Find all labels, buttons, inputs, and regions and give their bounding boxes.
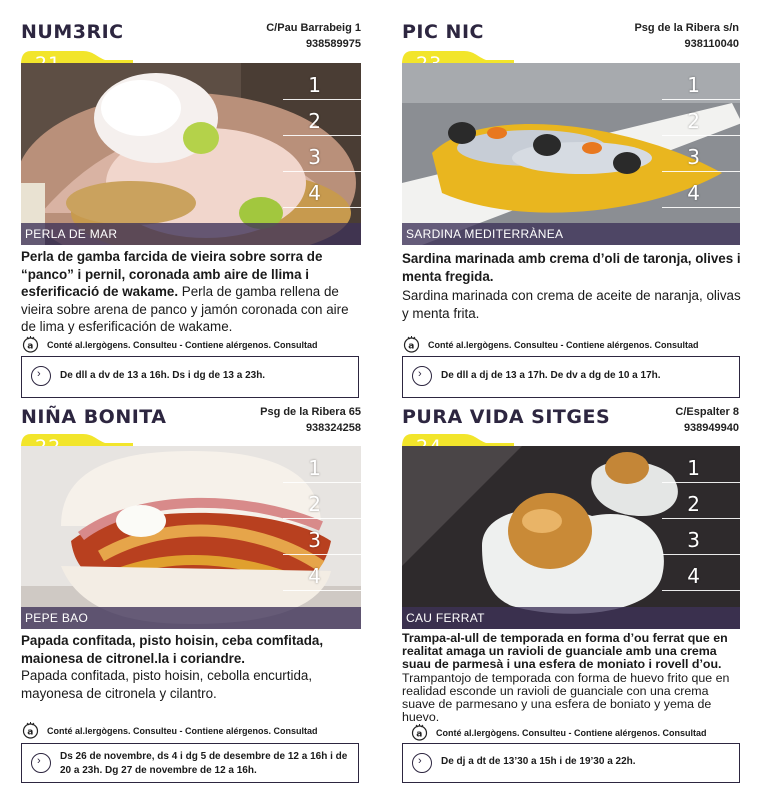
dish-description: [21, 632, 361, 702]
dish-description: [402, 250, 742, 322]
opening-hours-box[interactable]: [21, 743, 359, 783]
restaurant-card-numeric: [21, 18, 361, 398]
chevron-right-icon: ›: [412, 753, 432, 773]
svg-text:a: a: [416, 729, 423, 740]
dish-photo: [402, 446, 740, 629]
allergen-a-icon: [22, 721, 39, 739]
restaurant-card-pura-vida-sitges: [402, 402, 742, 786]
restaurant-contact: [266, 20, 361, 52]
description-spanish: Sardina marinada con crema de aceite de naranja, olivas y menta frita.: [402, 288, 741, 321]
opening-hours-box[interactable]: [402, 356, 740, 398]
allergen-text: Conté al.lergògens. Consulteu - Contiene alérgenos. Consultad: [47, 340, 318, 350]
restaurant-phone: 938589975: [305, 38, 361, 50]
rating-scale: 1 2 3 4: [640, 446, 740, 629]
dish-name: PERLA DE MAR: [25, 227, 118, 241]
opening-hours-box[interactable]: [402, 743, 740, 783]
restaurant-card-nina-bonita: [21, 402, 361, 786]
chevron-right-icon: ›: [31, 366, 51, 386]
restaurant-name: NUM3RIC: [21, 21, 124, 43]
dish-description: [402, 632, 742, 724]
restaurant-name: PIC NIC: [402, 21, 484, 43]
opening-hours: De dll a dj de 13 a 17h. De dv a dg de 10 a 17h.: [441, 370, 661, 381]
rating-scale: 1 2 3 4: [261, 63, 361, 245]
restaurant-phone: 938324258: [305, 422, 361, 434]
svg-text:a: a: [27, 727, 34, 738]
allergen-text: Conté al.lergògens. Consulteu - Contiene alérgenos. Consultad: [47, 726, 318, 736]
allergen-notice: [410, 726, 750, 742]
dish-name-bar: [21, 607, 361, 629]
description-catalan: Sardina marinada amb crema d’oli de taronja, olives i menta fregida.: [402, 251, 741, 284]
restaurant-contact: [634, 20, 739, 52]
dish-name-bar: [402, 223, 740, 245]
allergen-notice: [21, 338, 361, 354]
dish-name: PEPE BAO: [25, 611, 89, 625]
restaurant-card-pic-nic: [402, 18, 742, 398]
restaurant-address: Psg de la Ribera 65: [260, 406, 361, 418]
restaurant-name: NIÑA BONITA: [21, 406, 167, 428]
description-spanish: Papada confitada, pisto hoisin, cebolla encurtida, mayonesa de citronela y cilantro.: [21, 668, 313, 701]
restaurant-address: C/Pau Barrabeig 1: [266, 22, 361, 34]
restaurant-phone: 938110040: [684, 38, 739, 50]
rating-scale: 1 2 3 4: [640, 63, 740, 245]
opening-hours: De dj a dt de 13’30 a 15h i de 19’30 a 22h.: [441, 756, 636, 767]
restaurant-contact: [260, 404, 361, 436]
restaurant-address: C/Espalter 8: [675, 406, 739, 418]
dish-description: [21, 248, 361, 336]
description-spanish: Perla de gamba rellena de vieira sobre arena de panco y jamón coronada con aire de lima y esferificación de wakame.: [21, 284, 349, 334]
opening-hours: Ds 26 de novembre, ds 4 i dg 5 de desembre de 12 a 16h i de 20 a 23h. Dg 27 de novembre de 12 a 16h.: [60, 751, 348, 776]
rating-scale: 1 2 3 4: [261, 446, 361, 629]
restaurant-address: Psg de la Ribera s/n: [634, 22, 739, 34]
description-spanish: Trampantojo de temporada con forma de huevo frito que en realidad esconde un ravioli de guanciale con una crema suave de parmesano y una esfera de boniato y yema de huevo.: [402, 670, 730, 725]
allergen-notice: [21, 724, 361, 740]
allergen-a-icon: [411, 723, 428, 741]
allergen-text: Conté al.lergògens. Consulteu - Contiene alérgenos. Consultad: [428, 340, 699, 350]
dish-photo: [402, 63, 740, 245]
dish-photo: [21, 63, 361, 245]
svg-text:a: a: [27, 341, 34, 352]
svg-text:a: a: [408, 341, 415, 352]
description-catalan: Trampa-al-ull de temporada en forma d’ou ferrat que en realitat amaga un ravioli de guanciale amb una crema suau de parmesà i una esfera de moniato i rovell d’ou.: [402, 631, 728, 672]
dish-name-bar: [21, 223, 361, 245]
allergen-notice: [402, 338, 742, 354]
restaurant-phone: 938949940: [683, 422, 739, 434]
allergen-a-icon: [403, 335, 420, 353]
chevron-right-icon: ›: [31, 753, 51, 773]
opening-hours-box[interactable]: [21, 356, 359, 398]
opening-hours: De dll a dv de 13 a 16h. Ds i dg de 13 a 23h.: [60, 370, 266, 381]
allergen-text: Conté al.lergògens. Consulteu - Contiene alérgenos. Consultad: [436, 728, 707, 738]
description-catalan: Papada confitada, pisto hoisin, ceba comfitada, maionesa de citronel.la i coriandre.: [21, 633, 324, 666]
dish-name: SARDINA MEDITERRÀNEA: [406, 227, 564, 241]
dish-name-bar: [402, 607, 740, 629]
restaurant-name: PURA VIDA SITGES: [402, 406, 611, 428]
allergen-a-icon: [22, 335, 39, 353]
description-catalan: Perla de gamba farcida de vieira sobre sorra de “panco” i pernil, coronada amb aire de llima i esferificació de wakame.: [21, 249, 323, 299]
chevron-right-icon: ›: [412, 366, 432, 386]
dish-photo: [21, 446, 361, 629]
dish-name: CAU FERRAT: [406, 611, 485, 625]
restaurant-contact: [675, 404, 739, 436]
